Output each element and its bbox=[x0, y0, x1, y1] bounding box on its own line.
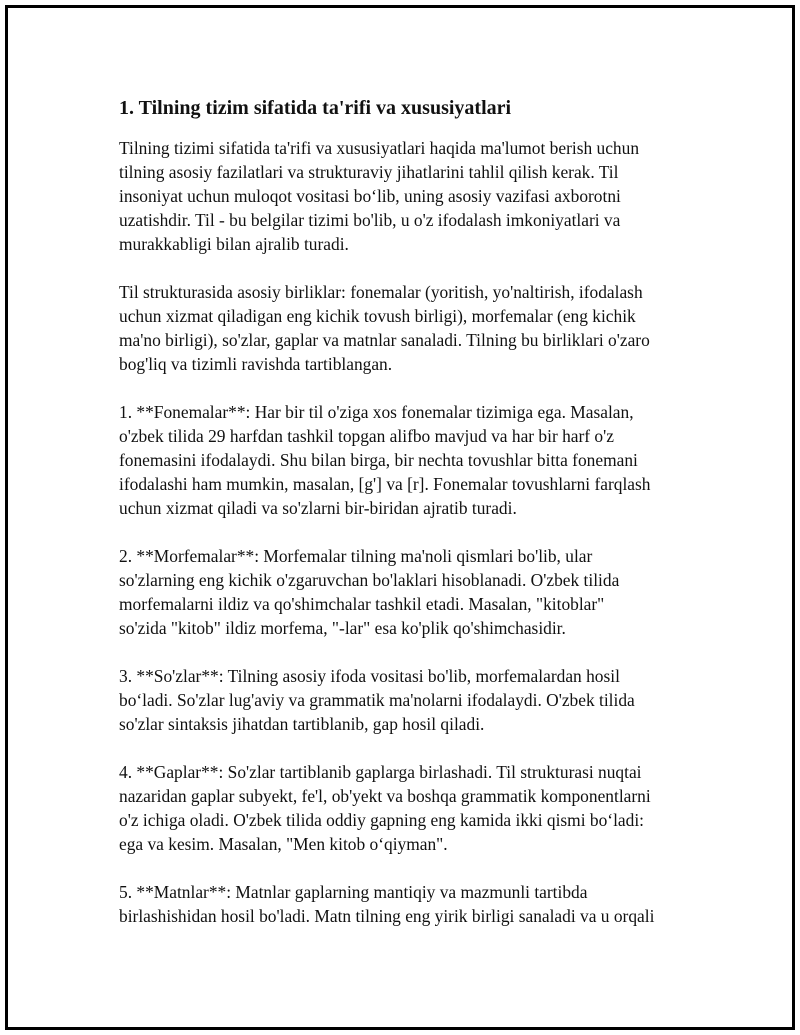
text-line: Til strukturasida asosiy birliklar: fonemalar (yoritish, yo'naltirish, ifodalash bbox=[119, 282, 643, 302]
text-line: insoniyat uchun muloqot vositasi bo‘lib, uning asosiy vazifasi axborotni bbox=[119, 186, 621, 206]
text-line: so'zlar sintaksis jihatdan tartiblanib, gap hosil qiladi. bbox=[119, 714, 485, 734]
text-line: o'zbek tilida 29 harfdan tashkil topgan alifbo mavjud va har bir harf o'z bbox=[119, 426, 614, 446]
paragraph-intro bbox=[119, 136, 699, 256]
text-line: fonemasini ifodalaydi. Shu bilan birga, bir nechta tovushlar bitta fonemani bbox=[119, 450, 638, 470]
text-line: uchun xizmat qiladigan eng kichik tovush birligi), morfemalar (eng kichik bbox=[119, 306, 636, 326]
text-line: so'zlarning eng kichik o'zgaruvchan bo'laklari hisoblanadi. O'zbek tilida bbox=[119, 570, 620, 590]
text-line: so'zida "kitob" ildiz morfema, "-lar" esa ko'plik qo'shimchasidir. bbox=[119, 618, 566, 638]
text-line: murakkabligi bilan ajralib turadi. bbox=[119, 234, 349, 254]
text-line: 4. **Gaplar**: So'zlar tartiblanib gaplarga birlashadi. Til strukturasi nuqtai bbox=[119, 762, 642, 782]
text-line: 2. **Morfemalar**: Morfemalar tilning ma'noli qismlari bo'lib, ular bbox=[119, 546, 593, 566]
paragraph-morfemalar bbox=[119, 544, 699, 640]
text-line: 1. **Fonemalar**: Har bir til o'ziga xos fonemalar tizimiga ega. Masalan, bbox=[119, 402, 634, 422]
paragraph-structure bbox=[119, 280, 699, 376]
text-line: birlashishidan hosil bo'ladi. Matn tilning eng yirik birligi sanaladi va u orqali bbox=[119, 906, 655, 926]
text-line: bog'liq va tizimli ravishda tartiblangan. bbox=[119, 354, 393, 374]
text-line: 5. **Matnlar**: Matnlar gaplarning mantiqiy va mazmunli tartibda bbox=[119, 882, 588, 902]
document-title: 1. Tilning tizim sifatida ta'rifi va xususiyatlari bbox=[119, 97, 512, 119]
paragraph-gaplar bbox=[119, 760, 699, 856]
paragraph-sozlar bbox=[119, 664, 699, 736]
text-line: o'z ichiga oladi. O'zbek tilida oddiy gapning eng kamida ikki qismi bo‘ladi: bbox=[119, 810, 644, 830]
paragraph-matnlar bbox=[119, 880, 699, 928]
text-line: ega va kesim. Masalan, "Men kitob o‘qiyman". bbox=[119, 834, 448, 854]
text-line: uzatishdir. Til - bu belgilar tizimi bo'lib, u o'z ifodalash imkoniyatlari va bbox=[119, 210, 621, 230]
text-line: morfemalarni ildiz va qo'shimchalar tashkil etadi. Masalan, "kitoblar" bbox=[119, 594, 605, 614]
page-frame bbox=[5, 5, 795, 1030]
text-line: tilning asosiy fazilatlari va strukturaviy jihatlarini tahlil qilish kerak. Til bbox=[119, 162, 619, 182]
document-body bbox=[119, 96, 699, 952]
text-line: nazaridan gaplar subyekt, fe'l, ob'yekt va boshqa grammatik komponentlarni bbox=[119, 786, 651, 806]
text-line: Tilning tizimi sifatida ta'rifi va xususiyatlari haqida ma'lumot berish uchun bbox=[119, 138, 640, 158]
text-line: 3. **So'zlar**: Tilning asosiy ifoda vositasi bo'lib, morfemalardan hosil bbox=[119, 666, 620, 686]
paragraph-fonemalar bbox=[119, 400, 699, 520]
text-line: ifodalashi ham mumkin, masalan, [g'] va [r]. Fonemalar tovushlarni farqlash bbox=[119, 474, 651, 494]
text-line: uchun xizmat qiladi va so'zlarni bir-biridan ajratib turadi. bbox=[119, 498, 517, 518]
text-line: ma'no birligi), so'zlar, gaplar va matnlar sanaladi. Tilning bu birliklari o'zaro bbox=[119, 330, 650, 350]
text-line: bo‘ladi. So'zlar lug'aviy va grammatik ma'nolarni ifodalaydi. O'zbek tilida bbox=[119, 690, 635, 710]
